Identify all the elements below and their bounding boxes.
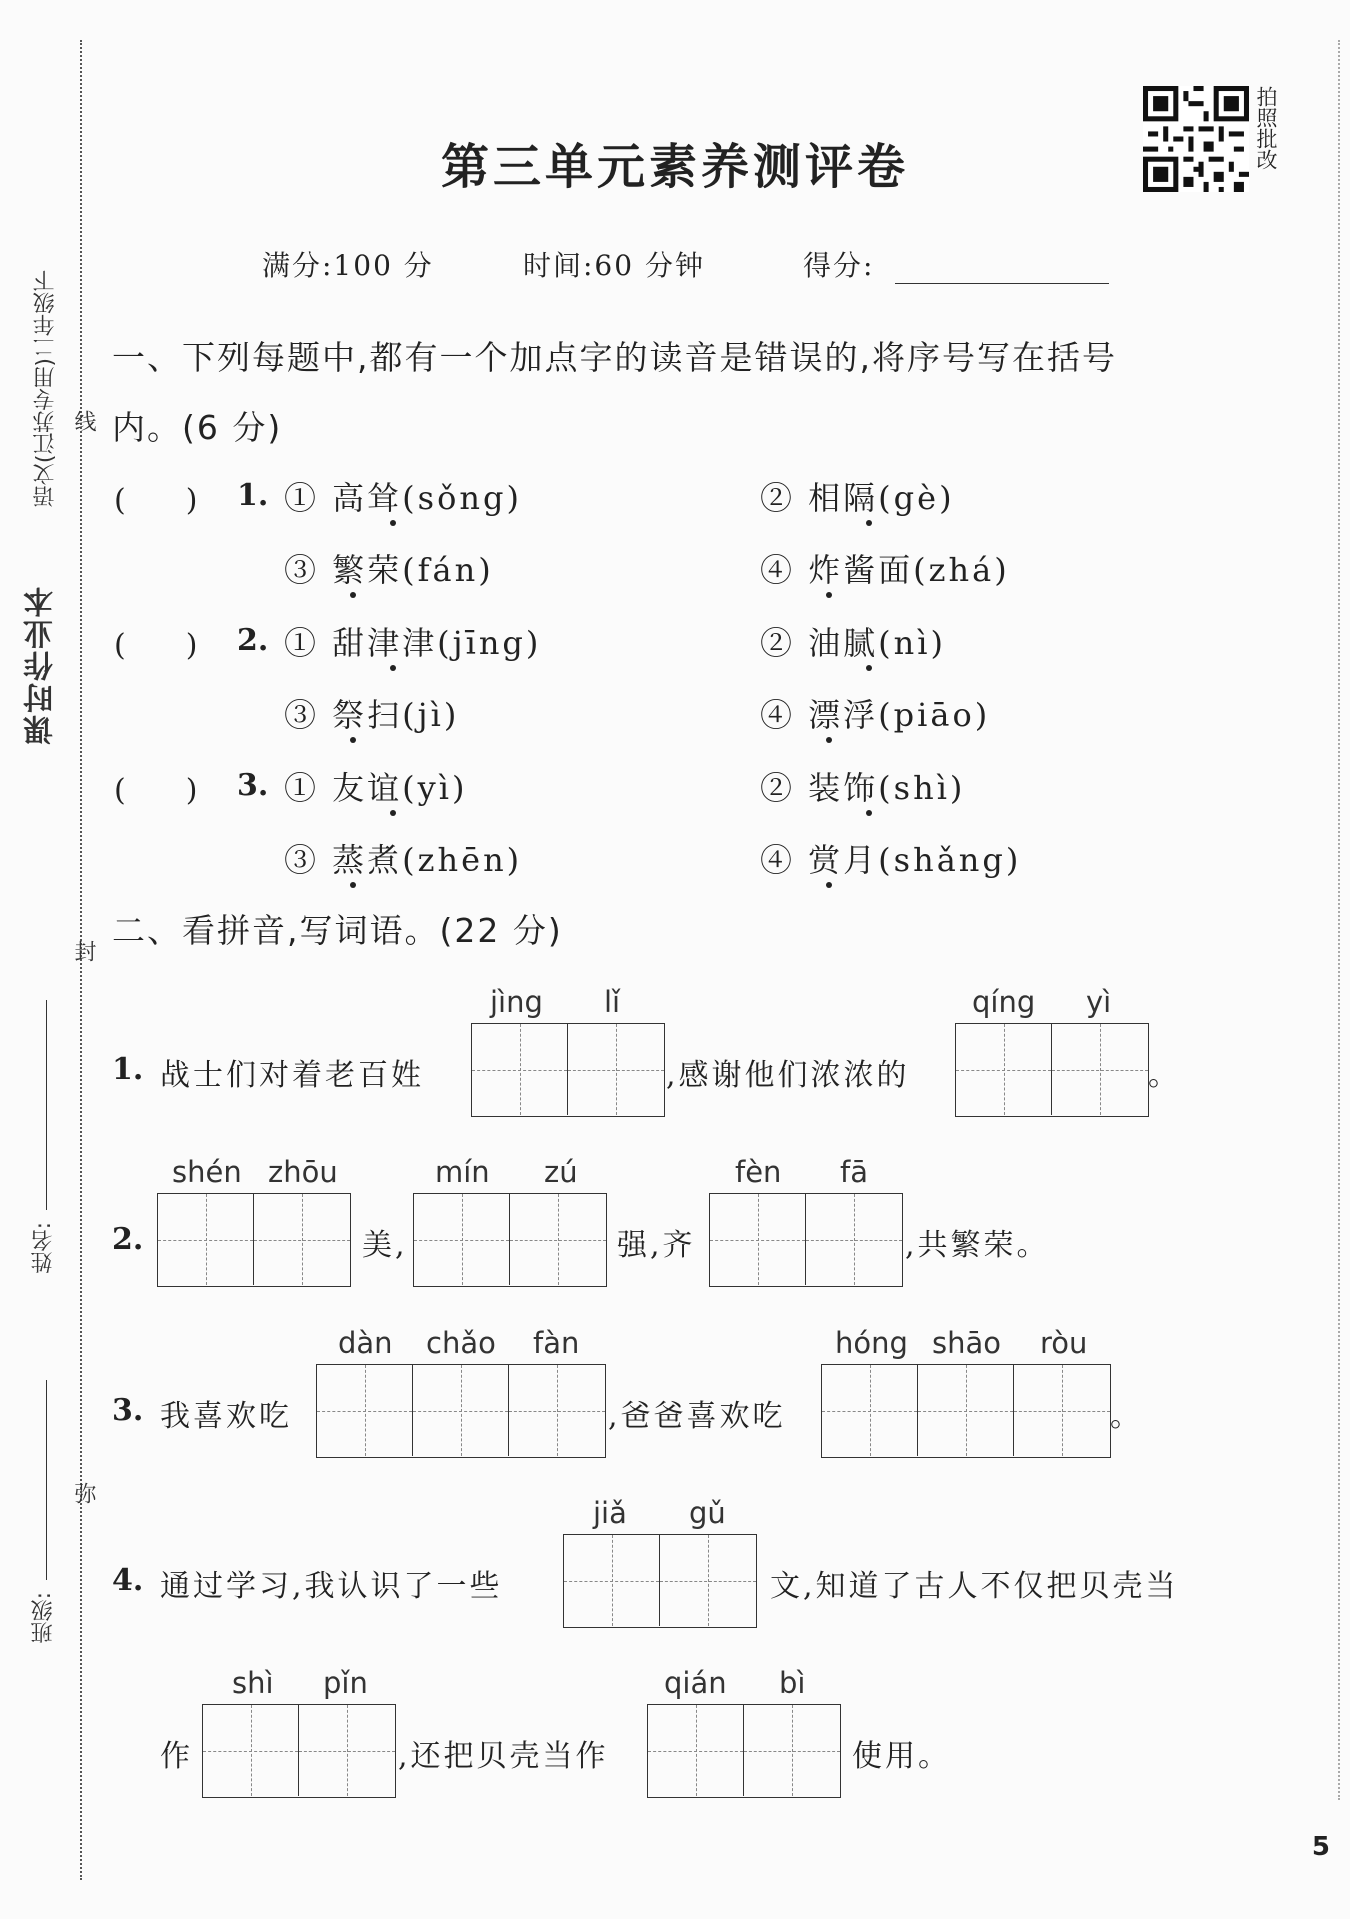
writing-grid[interactable] [157,1193,351,1287]
emphasis-dot [866,520,872,526]
writing-grid[interactable] [647,1704,841,1798]
score-label: 得分: [803,249,875,282]
writing-grid[interactable] [202,1704,396,1798]
book-subtitle: 语文(江苏专用)二年级下 [33,270,58,508]
question-number: 2. [237,623,269,658]
section2-heading: 二、看拼音,写词语。(22 分) [112,911,563,950]
option: ④ 赏月(shǎng) [760,841,1022,879]
class-field[interactable] [46,1380,47,1580]
writing-grid[interactable] [413,1193,607,1287]
binding-margin [0,0,100,1919]
mark-line: 线 [71,410,96,432]
option: ① 友谊(yì) [284,769,468,807]
option: ③ 祭扫(jì) [284,696,460,734]
option: ② 装饰(shì) [760,769,966,807]
full-score: 满分:100 分 [262,249,434,282]
pinyin: qíng [972,985,1036,1019]
pinyin: qián [664,1666,727,1700]
emphasis-dot [350,592,356,598]
question-number: 3. [237,768,269,803]
pinyin: fàn [533,1326,580,1360]
pinyin: jiǎ [593,1496,627,1530]
option: ② 油腻(nì) [760,624,946,662]
pinyin: gǔ [689,1496,726,1530]
writing-grid[interactable] [471,1023,665,1117]
emphasis-dot [826,882,832,888]
name-field[interactable] [46,1000,47,1210]
sentence-text: 。 [1110,1399,1143,1434]
class-label: 班级: [31,1592,56,1644]
sentence-text: 通过学习,我认识了一些 [160,1569,503,1604]
book-title: 课时作业本 [24,585,59,745]
pinyin: jìng [490,985,543,1019]
writing-grid[interactable] [955,1023,1149,1117]
pinyin: zhōu [268,1155,338,1189]
qr-code-icon [1143,86,1249,192]
page-number: 5 [1311,1832,1330,1862]
sentence-text: 。 [1148,1058,1181,1093]
sentence-text: 强,齐 [617,1228,696,1263]
page-title: 第三单元素养测评卷 [440,139,909,195]
emphasis-dot [866,665,872,671]
answer-paren[interactable]: ( ) [114,483,198,518]
emphasis-dot [866,810,872,816]
pinyin: shì [232,1666,274,1700]
pinyin: fā [840,1155,868,1189]
option: ④ 漂浮(piāo) [760,696,991,734]
option: ① 甜津津(jīng) [284,624,542,662]
qr-label: 拍照批改 [1254,86,1278,170]
mark-mi: 弥 [71,1482,96,1504]
writing-grid[interactable] [563,1534,757,1628]
writing-grid[interactable] [316,1364,606,1458]
right-margin-line [1338,40,1340,1800]
emphasis-dot [826,737,832,743]
sentence-text: 战士们对着老百姓 [160,1058,424,1093]
score-field[interactable] [895,283,1109,284]
question-number: 2. [112,1222,144,1257]
pinyin: hóng [835,1326,908,1360]
pinyin: chǎo [426,1326,496,1360]
option: ① 高耸(sǒng) [284,479,522,517]
sentence-text: 文,知道了古人不仅把贝壳当 [770,1569,1179,1604]
sentence-text: 作 [160,1739,193,1774]
writing-grid[interactable] [709,1193,903,1287]
question-number: 4. [112,1563,144,1598]
sentence-text: 美, [362,1228,408,1263]
emphasis-dot [390,810,396,816]
emphasis-dot [390,665,396,671]
pinyin: mín [435,1155,490,1189]
pinyin: pǐn [323,1666,368,1700]
pinyin: fèn [735,1155,782,1189]
pinyin: ròu [1040,1326,1088,1360]
option: ④ 炸酱面(zhá) [760,551,1010,589]
pinyin: zú [544,1155,578,1189]
pinyin: shén [172,1155,242,1189]
section1-heading-line1: 一、下列每题中,都有一个加点字的读音是错误的,将序号写在括号 [112,338,1117,377]
pinyin: bì [779,1666,806,1700]
emphasis-dot [350,737,356,743]
question-number: 1. [112,1052,144,1087]
answer-paren[interactable]: ( ) [114,773,198,808]
option: ③ 繁荣(fán) [284,551,494,589]
pinyin: shāo [932,1326,1002,1360]
name-label: 姓名: [31,1222,56,1274]
question-number: 1. [237,478,269,513]
mark-seal: 封 [71,940,96,962]
writing-grid[interactable] [821,1364,1111,1458]
exam-time: 时间:60 分钟 [523,249,705,282]
emphasis-dot [350,882,356,888]
section1-heading-line2: 内。(6 分) [112,408,283,447]
option: ② 相隔(gè) [760,479,955,517]
sentence-text: ,共繁荣。 [905,1228,1050,1263]
emphasis-dot [826,592,832,598]
question-number: 3. [112,1393,144,1428]
emphasis-dot [390,520,396,526]
pinyin: dàn [338,1326,393,1360]
sentence-text: 使用。 [852,1739,951,1774]
sentence-text: ,感谢他们浓浓的 [666,1058,910,1093]
option: ③ 蒸煮(zhēn) [284,841,523,879]
answer-paren[interactable]: ( ) [114,628,198,663]
pinyin: lǐ [604,985,621,1019]
sentence-text: ,还把贝壳当作 [398,1739,609,1774]
sentence-text: 我喜欢吃 [160,1399,292,1434]
pinyin: yì [1086,985,1112,1019]
sentence-text: ,爸爸喜欢吃 [608,1399,786,1434]
